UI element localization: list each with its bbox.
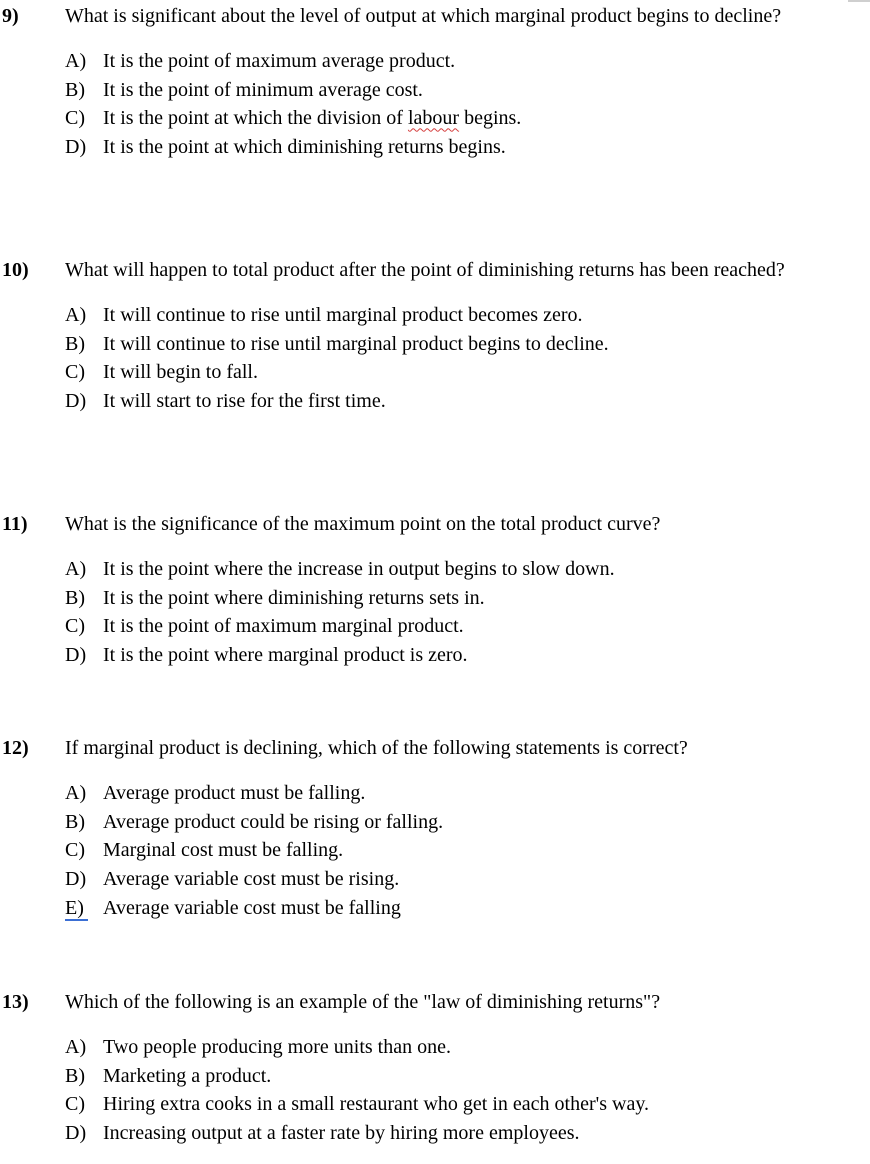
choice-list xyxy=(65,47,521,162)
choice-text: It is the point of minimum average cost. xyxy=(103,78,423,101)
choice-letter: C) xyxy=(65,839,85,862)
question-number: 9) xyxy=(2,5,19,27)
choice-letter-wrap xyxy=(65,894,103,923)
choice-letter: E) xyxy=(65,897,88,921)
question-number: 12) xyxy=(2,737,29,759)
choice-text: It is the point of maximum marginal product. xyxy=(103,615,464,638)
choice-text: It is the point where marginal product is zero. xyxy=(103,644,468,667)
choice-text: Hiring extra cooks in a small restaurant who get in each other's way. xyxy=(103,1093,650,1116)
choice-letter: A) xyxy=(65,558,87,580)
choice-d xyxy=(65,133,521,162)
choice-letter: D) xyxy=(65,644,87,667)
choice-letter: B) xyxy=(65,332,85,355)
choice-letter: A) xyxy=(65,304,87,326)
choice-letter: B) xyxy=(65,78,85,101)
choice-letter: D) xyxy=(65,868,87,891)
choice-text: Marketing a product. xyxy=(103,1064,272,1087)
choice-letter: A) xyxy=(65,1036,87,1058)
choice-a xyxy=(65,301,609,330)
page-corner-mark xyxy=(848,0,870,14)
choice-letter: C) xyxy=(65,361,85,384)
choice-c xyxy=(65,358,609,387)
choice-e xyxy=(65,894,443,923)
choice-d xyxy=(65,387,609,416)
choice-text: Average variable cost must be falling xyxy=(103,896,401,919)
choice-a xyxy=(65,47,521,76)
choice-letter: B) xyxy=(65,586,85,609)
choice-text: Marginal cost must be falling. xyxy=(103,839,344,862)
choice-text: Increasing output at a faster rate by hiring more employees. xyxy=(103,1122,580,1145)
question-text: What is significant about the level of output at which marginal product begins to decline? xyxy=(65,5,782,27)
question-number: 13) xyxy=(2,991,29,1013)
choice-list xyxy=(65,779,443,922)
choice-text-before: It is the point at which the division of xyxy=(103,107,408,130)
choice-c xyxy=(65,104,521,133)
choice-letter: C) xyxy=(65,615,85,638)
choice-letter: A) xyxy=(65,50,87,72)
choice-c xyxy=(65,1090,649,1119)
choice-text: It is the point at which diminishing returns begins. xyxy=(103,136,506,159)
choice-text: Average variable cost must be rising. xyxy=(103,868,400,891)
choice-c xyxy=(65,612,615,641)
choice-text: Average product must be falling. xyxy=(103,782,366,804)
choice-letter: C) xyxy=(65,107,85,130)
choice-text: Two people producing more units than one. xyxy=(103,1036,451,1058)
question-text: What will happen to total product after the point of diminishing returns has been reached? xyxy=(65,259,785,281)
choice-a xyxy=(65,555,615,584)
choice-text-after: begins. xyxy=(459,107,522,130)
choice-letter: D) xyxy=(65,1122,87,1145)
choice-text xyxy=(103,104,521,133)
choice-text: It is the point of maximum average product. xyxy=(103,50,456,72)
question-text: If marginal product is declining, which of the following statements is correct? xyxy=(65,737,688,759)
choice-text: It will continue to rise until marginal product begins to decline. xyxy=(103,332,609,355)
choice-d xyxy=(65,641,615,670)
choice-b xyxy=(65,808,443,837)
choice-a xyxy=(65,1033,649,1062)
choice-b xyxy=(65,76,521,105)
choice-d xyxy=(65,865,443,894)
choice-text: It is the point where diminishing returns sets in. xyxy=(103,586,485,609)
choice-c xyxy=(65,836,443,865)
choice-list xyxy=(65,301,609,416)
question-number: 10) xyxy=(2,259,29,281)
choice-letter: B) xyxy=(65,1064,85,1087)
choice-text: It is the point where the increase in output begins to slow down. xyxy=(103,558,615,580)
choice-text: Average product could be rising or falling. xyxy=(103,810,444,833)
choice-text: It will begin to fall. xyxy=(103,361,258,384)
choice-list xyxy=(65,1033,649,1148)
question-text: What is the significance of the maximum point on the total product curve? xyxy=(65,513,661,535)
choice-b xyxy=(65,330,609,359)
question-text: Which of the following is an example of the "law of diminishing returns"? xyxy=(65,991,661,1013)
choice-list xyxy=(65,555,615,670)
choice-letter: D) xyxy=(65,136,87,159)
choice-d xyxy=(65,1119,649,1148)
choice-letter: A) xyxy=(65,782,87,804)
choice-letter: D) xyxy=(65,390,87,413)
choice-text: It will continue to rise until marginal product becomes zero. xyxy=(103,304,583,326)
spellcheck-flagged-word[interactable]: labour xyxy=(407,107,460,130)
choice-a xyxy=(65,779,443,808)
choice-b xyxy=(65,1062,649,1091)
choice-text: It will start to rise for the first time. xyxy=(103,390,386,413)
choice-b xyxy=(65,584,615,613)
question-number: 11) xyxy=(2,513,28,535)
choice-letter: C) xyxy=(65,1093,85,1116)
choice-letter: B) xyxy=(65,810,85,833)
